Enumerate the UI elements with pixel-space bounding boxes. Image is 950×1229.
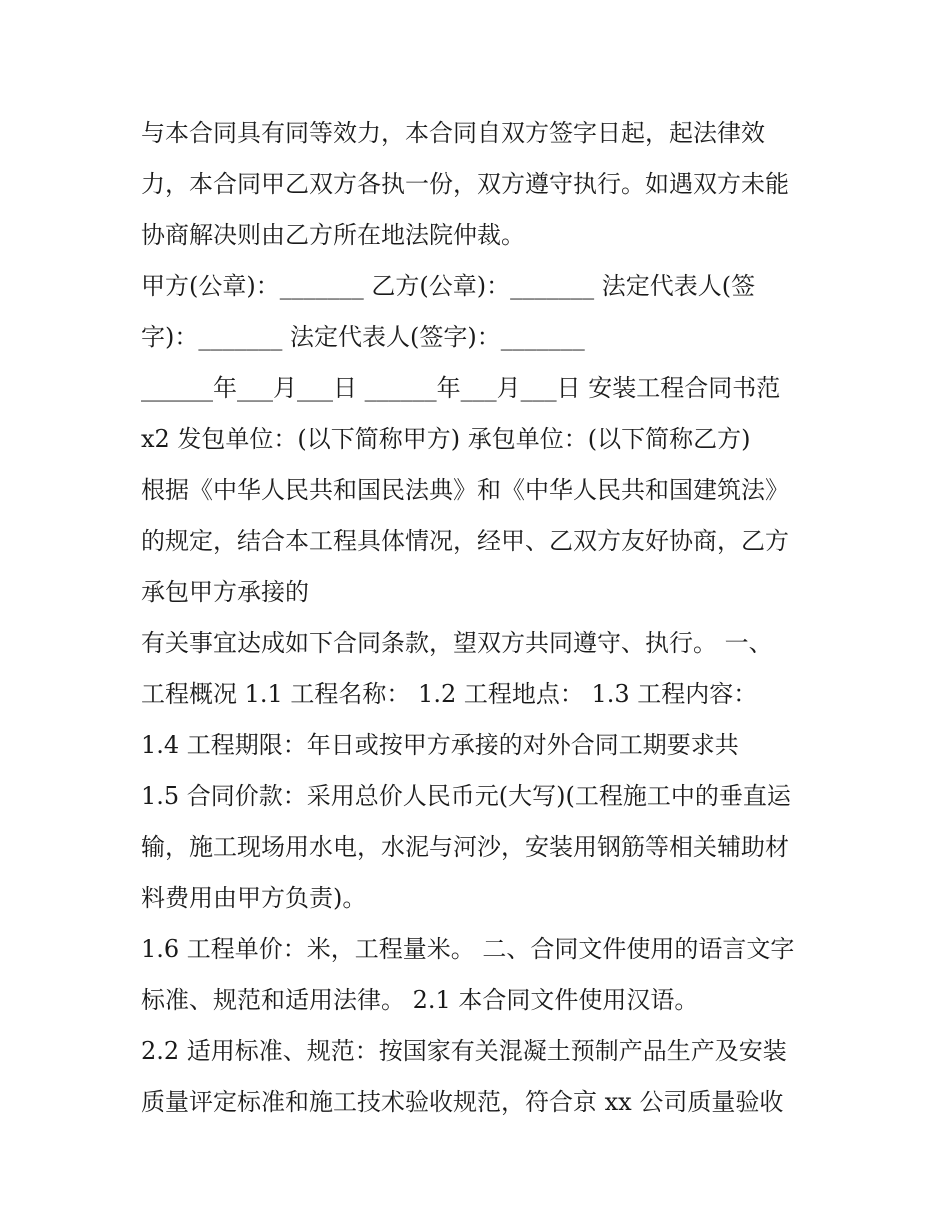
text-line: 料费用由甲方负责)。 — [141, 884, 367, 912]
text-line: 工程概况 1.1 工程名称： 1.2 工程地点： 1.3 工程内容： — [141, 680, 758, 708]
text-line: 字)：_______ 法定代表人(签字)：_______ — [141, 323, 585, 351]
text-line: 1.5 合同价款：采用总价人民币元(大写)(工程施工中的垂直运 — [141, 782, 791, 810]
text-line: x2 发包单位：(以下简称甲方) 承包单位：(以下简称乙方) — [141, 425, 751, 453]
text-line: 有关事宜达成如下合同条款，望双方共同遵守、执行。 一、 — [141, 629, 773, 657]
text-line: 输，施工现场用水电，水泥与河沙，安装用钢筋等相关辅助材 — [141, 833, 789, 861]
text-line: 1.4 工程期限：年日或按甲方承接的对外合同工期要求共 — [141, 731, 739, 759]
text-line: 与本合同具有同等效力，本合同自双方签字日起，起法律效 — [141, 119, 765, 147]
text-line: 2.2 适用标准、规范：按国家有关混凝土预制产品生产及安装 — [141, 1037, 787, 1065]
text-line: 承包甲方承接的 — [141, 578, 309, 606]
text-line: 力，本合同甲乙双方各执一份，双方遵守执行。如遇双方未能 — [141, 170, 789, 198]
text-line: 甲方(公章)：_______ 乙方(公章)：_______ 法定代表人(签 — [141, 272, 756, 300]
text-line: 协商解决则由乙方所在地法院仲裁。 — [141, 221, 525, 249]
document-body — [141, 108, 821, 1128]
text-line: 质量评定标准和施工技术验收规范，符合京 xx 公司质量验收 — [141, 1088, 784, 1116]
text-line: 1.6 工程单价：米，工程量米。 二、合同文件使用的语言文字 — [141, 935, 795, 963]
text-line: 的规定，结合本工程具体情况，经甲、乙双方友好协商，乙方 — [141, 527, 789, 555]
text-line: 根据《中华人民共和国民法典》和《中华人民共和国建筑法》 — [141, 476, 789, 504]
text-line: ______年___月___日 ______年___月___日 安装工程合同书范 — [141, 374, 781, 402]
text-line: 标准、规范和适用法律。 2.1 本合同文件使用汉语。 — [141, 986, 699, 1014]
